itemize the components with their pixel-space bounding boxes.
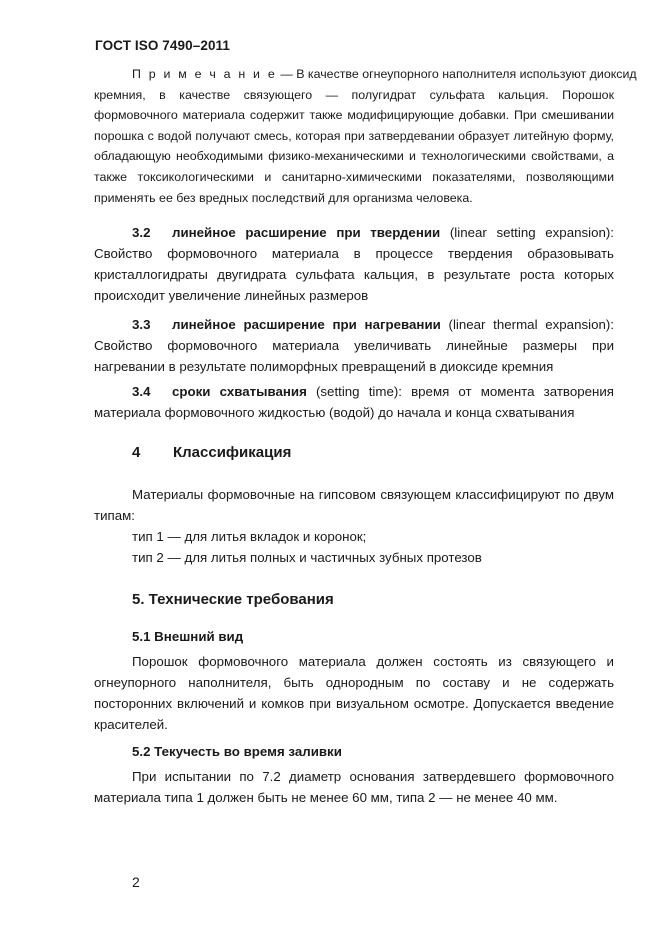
paragraph-line: материала типа 1 должен быть не менее 60 мм, типа 2 — не менее 40 мм.: [94, 790, 558, 805]
term-number: 3.4: [132, 384, 151, 399]
term-line: материала формовочного жидкостью (водой) до начала и конца схватывания: [94, 405, 575, 420]
subsection-5-1-paragraph: [94, 651, 614, 735]
page-number: 2: [132, 874, 140, 890]
note-line: П р и м е ч а н и е — В качестве огнеупорного наполнителя используют диоксид: [132, 67, 637, 81]
note-line: обладающую необходимыми физико-механическими и технологическими свойствами, а: [94, 149, 614, 164]
term-line: происходит увеличение линейных размеров: [94, 288, 369, 303]
section-5-heading: 5. Технические требования: [132, 591, 334, 608]
term-3-4: [94, 381, 614, 423]
term-number: 3.2: [132, 225, 151, 240]
section-title: Классификация: [173, 444, 292, 461]
term-3-3: [94, 314, 614, 377]
note-label: П р и м е ч а н и е: [132, 67, 277, 81]
paragraph-line: посторонних включений и комков при визуальном осмотре. Допускается введение: [94, 696, 614, 711]
document-code: ГОСТ ISO 7490–2011: [95, 38, 231, 53]
subsection-5-1-heading: 5.1 Внешний вид: [132, 629, 244, 644]
term-3-2: [94, 222, 614, 306]
note-line: также токсикологическими и санитарно-химическими показателями, позволяющими: [94, 169, 614, 184]
term-line: Свойство формовочного материала увеличивать линейные размеры при: [94, 338, 614, 353]
term-name: сроки схватывания: [172, 384, 307, 399]
note-line: применять ее без вредных последствий для организма человека.: [94, 190, 473, 205]
paragraph-line: огнеупорного наполнителя, быть однородным по составу и не содержать: [94, 675, 614, 690]
term-line: нагревании в результате полиморфных превращений в диоксиде кремния: [94, 359, 554, 374]
section-4-heading: [132, 444, 291, 461]
term-first-line: 3.3 линейное расширение при нагревании (linear thermal expansion):: [94, 314, 614, 335]
term-number: 3.3: [132, 317, 151, 332]
term-first-line: 3.2 линейное расширение при твердении (linear setting expansion):: [94, 222, 614, 243]
paragraph-line: красителей.: [94, 717, 168, 732]
section-number: 4: [132, 444, 141, 461]
paragraph-line: Порошок формовочного материала должен состоять из связующего и: [132, 654, 614, 669]
subsection-5-2-heading: 5.2 Текучесть во время заливки: [132, 744, 342, 759]
subsection-5-2-paragraph: [94, 766, 614, 808]
paragraph-line: типам:: [94, 508, 135, 523]
section-4-paragraph: [94, 484, 614, 568]
term-name: линейное расширение при нагревании: [172, 317, 441, 332]
paragraph-line: Материалы формовочные на гипсовом связующем классифицируют по двум: [132, 487, 614, 502]
paragraph-line: При испытании по 7.2 диаметр основания затвердевшего формовочного: [132, 769, 614, 784]
list-item: тип 2 — для литья полных и частичных зубных протезов: [132, 550, 482, 565]
note-line: кремния, в качестве связующего — полугидрат сульфата кальция. Порошок: [94, 87, 614, 102]
note-paragraph: [94, 64, 637, 208]
term-first-line: 3.4 сроки схватывания (setting time): время от момента затворения: [94, 381, 614, 402]
term-name: линейное расширение при твердении: [172, 225, 441, 240]
list-item: тип 1 — для литья вкладок и коронок;: [132, 529, 367, 544]
term-line: кристаллогидраты двугидрата сульфата кальция, в результате роста которых: [94, 267, 614, 282]
note-line: формовочного материала содержит также модифицирующие добавки. При смешивании: [94, 108, 614, 123]
note-line: порошка с водой получают смесь, которая при затвердевании образует литейную форму,: [94, 128, 614, 143]
term-line: Свойство формовочного материала в процессе твердения образовывать: [94, 246, 614, 261]
